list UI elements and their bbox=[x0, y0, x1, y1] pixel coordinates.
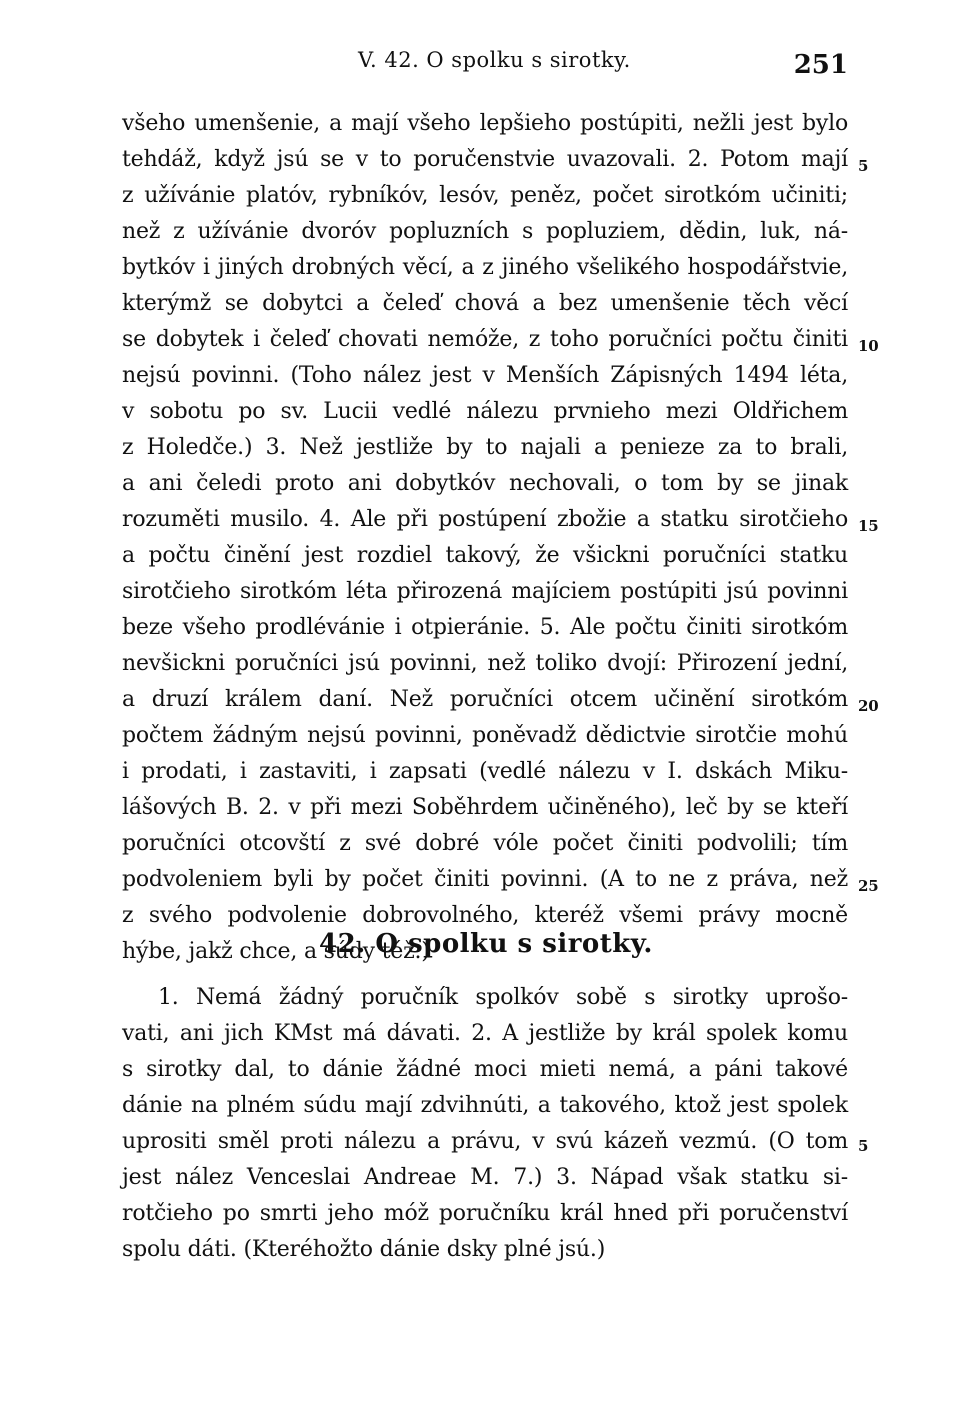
text-line: a ani čeledi proto ani dobytkóv nechovali, o tom by se jinak bbox=[122, 471, 848, 496]
text-line: než z užívánie dvoróv popluzních s popluziem, dědin, luk, ná- bbox=[122, 219, 848, 244]
text-line: i prodati, i zastaviti, i zapsati (vedlé nálezu v I. dskách Miku- bbox=[122, 759, 848, 784]
text-line: lášových B. 2. v při mezi Soběhrdem učiněného), leč by se kteří bbox=[122, 795, 848, 820]
page-number: 251 bbox=[793, 50, 848, 80]
text-line: hýbe, jakž chce, a súdy též.) bbox=[122, 939, 430, 964]
text-line: vati, ani jich KMst má dávati. 2. A jestliže by král spolek komu bbox=[122, 1021, 848, 1046]
text-line: spolu dáti. (Kteréhožto dánie dsky plné jsú.) bbox=[122, 1237, 606, 1262]
text-line: v sobotu po sv. Lucii vedlé nálezu prvnieho mezi Oldřichem bbox=[122, 399, 848, 424]
text-line: beze všeho prodlévánie i otpieránie. 5. Ale počtu činiti sirotkóm bbox=[122, 615, 848, 640]
text-line: sirotčieho sirotkóm léta přirozená majíciem postúpiti jsú povinni bbox=[122, 579, 848, 604]
text-line: 1. Nemá žádný poručník spolkóv sobě s sirotky uprošo- bbox=[158, 985, 848, 1010]
text-line: z Holedče.) 3. Než jestliže by to najali a penieze za to brali, bbox=[122, 435, 848, 460]
text-line: nevšickni poručníci jsú povinni, než toliko dvojí: Přirození jední, bbox=[122, 651, 848, 676]
text-line: počtem žádným nejsú povinni, poněvadž dědictvie sirotčie mohú bbox=[122, 723, 848, 748]
text-line: z svého podvolenie dobrovolného, kteréž všemi právy mocně bbox=[122, 903, 848, 928]
text-line: poručníci otcovští z své dobré vóle počet činiti podvolili; tím bbox=[122, 831, 848, 856]
text-line: nejsú povinni. (Toho nález jest v Menších Zápisných 1494 léta, bbox=[122, 363, 848, 388]
text-line: a druzí králem daní. Než poručníci otcem učinění sirotkóm bbox=[122, 687, 848, 712]
text-line: bytkóv i jiných drobných věcí, a z jiného všelikého hospodářstvie, bbox=[122, 255, 848, 280]
line-number: 25 bbox=[858, 877, 879, 895]
text-line: tehdáž, když jsú se v to poručenstvie uvazovali. 2. Potom mají bbox=[122, 147, 848, 172]
text-line: kterýmž se dobytci a čeleď chová a bez umenšenie těch věcí bbox=[122, 291, 848, 316]
line-number: 5 bbox=[858, 157, 869, 175]
text-line: jest nález Venceslai Andreae M. 7.) 3. Nápad však statku si- bbox=[122, 1165, 848, 1190]
text-line: dánie na plném súdu mají zdvihnúti, a takového, ktož jest spolek bbox=[122, 1093, 848, 1118]
line-number: 10 bbox=[858, 337, 879, 355]
text-line: všeho umenšenie, a mají všeho lepšieho postúpiti, nežli jest bylo bbox=[122, 111, 848, 136]
line-number: 15 bbox=[858, 517, 879, 535]
text-line: rotčieho po smrti jeho móž poručníku král hned při poručenství bbox=[122, 1201, 848, 1226]
text-line: s sirotky dal, to dánie žádné moci mieti nemá, a páni takové bbox=[122, 1057, 848, 1082]
text-line: se dobytek i čeleď chovati nemóže, z toho poručníci počtu činiti bbox=[122, 327, 848, 352]
line-number: 20 bbox=[858, 697, 879, 715]
page-header bbox=[122, 44, 850, 84]
section-heading: 42. O spolku s sirotky. bbox=[319, 929, 653, 959]
text-line: z užívánie platóv, rybníkóv, lesóv, peněz, počet sirotkóm učiniti; bbox=[122, 183, 848, 208]
line-number: 5 bbox=[858, 1137, 869, 1155]
text-line: podvoleniem byli by počet činiti povinni. (A to ne z práva, než bbox=[122, 867, 848, 892]
text-line: a počtu činění jest rozdiel takový, že všickni poručníci statku bbox=[122, 543, 848, 568]
running-head: V. 42. O spolku s sirotky. bbox=[358, 48, 631, 72]
text-line: uprositi směl proti nálezu a právu, v svú kázeň vezmú. (O tom bbox=[122, 1129, 848, 1154]
text-line: rozuměti musilo. 4. Ale při postúpení zbožie a statku sirotčieho bbox=[122, 507, 848, 532]
